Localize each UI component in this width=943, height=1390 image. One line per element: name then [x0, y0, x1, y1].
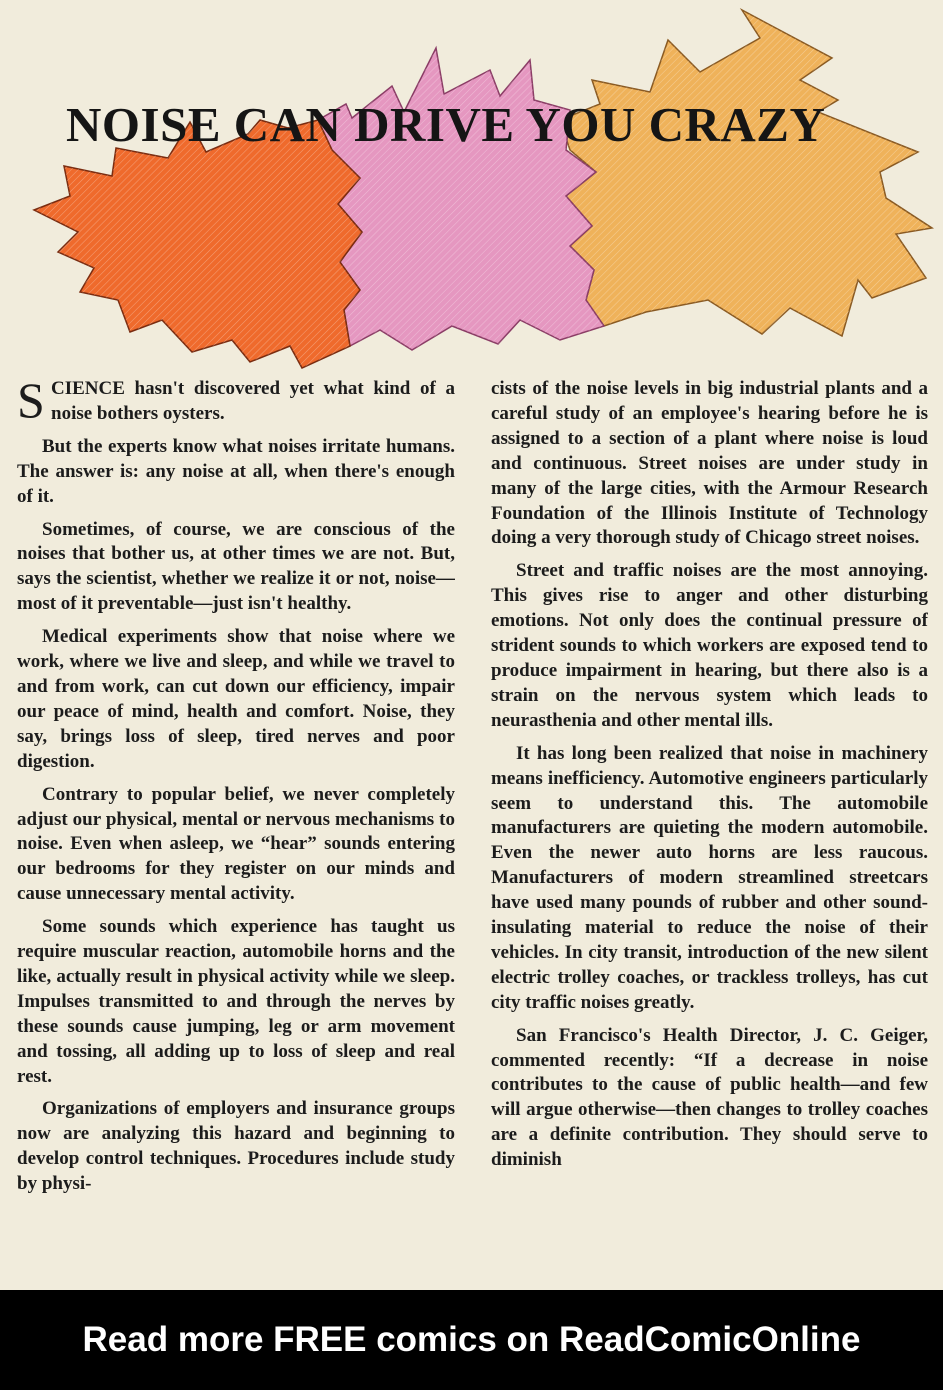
continued-paragraph: cists of the noise levels in big industrial plants and a careful study of an employee's hearing before he is assigned to a section of a plant where noise is loud and continuous. Street noises are under study in many of the large cities, with the Armour Research Foundation of the Illinois Institute of Technology doing a very thorough study of Chicago street noises.: [491, 378, 928, 549]
paragraph: Street and traffic noises are the most annoying. This gives rise to anger and other disturbing emotions. Not only does the continual pressure of strident sounds to which workers are exposed tend to produce impairment in hearing, but there also is a strain on the nervous system which leads to neurasthenia and other mental ills.: [491, 560, 928, 731]
article-title: NOISE CAN DRIVE YOU CRAZY: [66, 97, 826, 152]
lead-paragraph: [17, 377, 455, 427]
drop-cap: S: [17, 377, 45, 428]
paragraph: Some sounds which experience has taught us require muscular reaction, automobile horns and the like, actually result in physical activity while we sleep. Impulses transmitted to and through the nerves by these sounds cause jumping, leg or arm movement and tossing, all adding up to loss of sleep and real rest.: [17, 916, 455, 1087]
paragraph: Sometimes, of course, we are conscious of the noises that bother us, at other times we are not. But, says the scientist, whether we realize it or not, noise—most of it preventable—just isn't healthy.: [17, 518, 455, 615]
paragraph: But the experts know what noises irritate humans. The answer is: any noise at all, when there's enough of it.: [17, 435, 455, 507]
article-column-right: [491, 377, 928, 1282]
paragraph: It has long been realized that noise in machinery means inefficiency. Automotive engineers particularly seem to understand this. The automobile manufacturers are quieting the modern automobile. Even the newer auto horns are less raucous. Manufacturers of modern streamlined streetcars have used many pounds of rubber and other sound-insulating material to reduce the noise of their vehicles. In city transit, introduction of the new silent electric trolley coaches, or trackless trolleys, has cut city traffic noises greatly.: [491, 742, 928, 1013]
lead-paragraph-text: CIENCE hasn't discovered yet what kind of a noise bothers oysters.: [51, 378, 455, 424]
paragraph: Contrary to popular belief, we never completely adjust our physical, mental or nervous mechanisms to noise. Even when asleep, we “hear” sounds entering our bedrooms for they register on our minds and cause unnecessary mental activity.: [17, 783, 455, 905]
noise-shape-illustration: [0, 0, 943, 380]
article-column-left: [17, 377, 455, 1282]
promo-footer-banner: Read more FREE comics on ReadComicOnline: [0, 1290, 943, 1390]
paragraph: San Francisco's Health Director, J. C. Geiger, commented recently: “If a decrease in noise contributes to the cause of public health—and few will argue otherwise—then changes to trolley coaches are a definite contribution. They should serve to diminish: [491, 1024, 928, 1171]
paragraph: Organizations of employers and insurance groups now are analyzing this hazard and beginning to develop control techniques. Procedures include study by physi-: [17, 1098, 455, 1195]
paragraph: Medical experiments show that noise where we work, where we live and sleep, and while we travel to and from work, can cut down our efficiency, impair our peace of mind, health and comfort. Noise, they say, brings loss of sleep, tired nerves and poor digestion.: [17, 626, 455, 772]
